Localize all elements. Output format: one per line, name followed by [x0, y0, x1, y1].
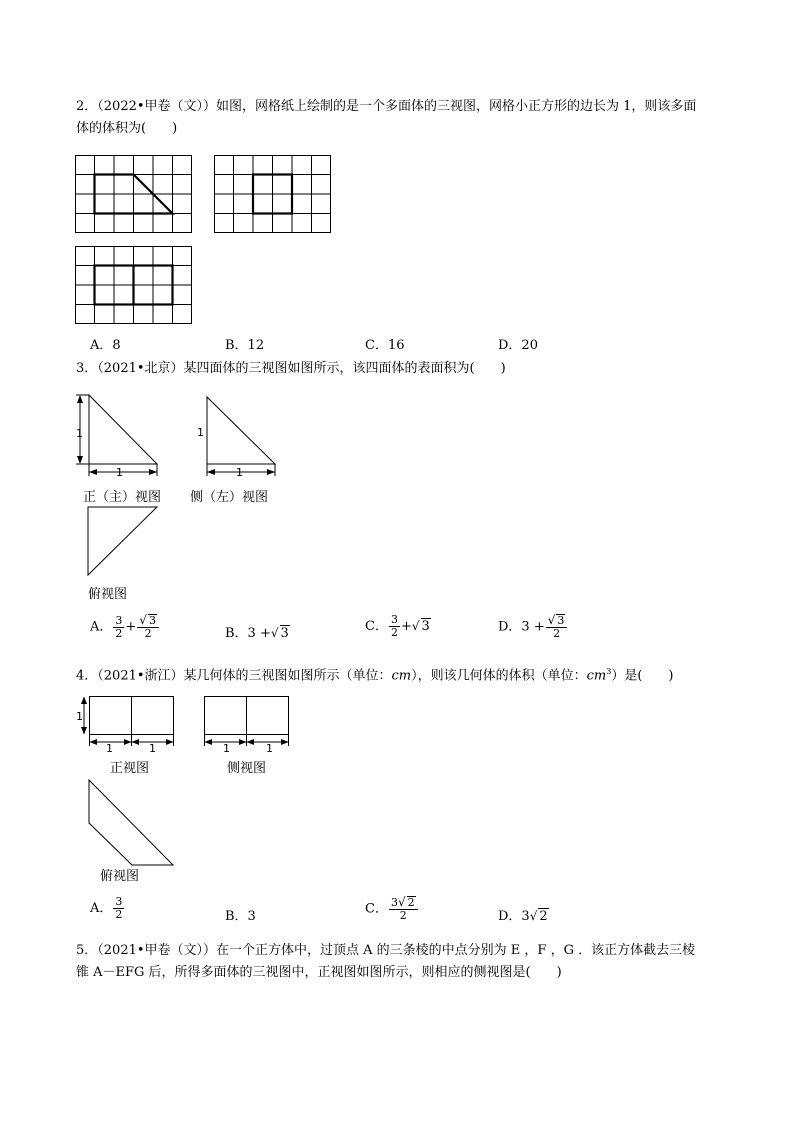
q3-side-view: [198, 392, 288, 477]
q4-d-radicand: 2: [539, 909, 548, 924]
q3-option-a-frac2: $\frac{√ 3}{2}$: [137, 614, 159, 640]
q3-a-den1: 2: [115, 626, 123, 640]
q3-side-view-label: 侧（左）视图: [190, 490, 269, 505]
q3-c-den: 2: [390, 626, 398, 639]
q4-c-radicand: 2: [407, 896, 415, 909]
q4-front-view-label: 正视图: [110, 761, 150, 776]
question-4-text: [76, 661, 674, 687]
q4-front-view: [74, 694, 178, 756]
q4-unit2: cm: [586, 668, 607, 684]
q4-front-height-label: 1: [76, 710, 83, 723]
q3-a-radicand: 3: [148, 614, 156, 627]
question-2-text: [76, 96, 736, 140]
q4-side-view-label: 侧视图: [227, 761, 267, 776]
q3-front-height-label: 1: [76, 427, 83, 440]
q3-d-den: 2: [553, 627, 561, 640]
q4-side-width-label-1: 1: [223, 742, 230, 755]
question-3-text: 3．（2021•北京）某四面体的三视图如图所示，该四面体的表面积为( ): [76, 361, 506, 376]
q3-d-prefix: D．3 +: [498, 619, 545, 635]
q3-c-prefix: C．: [365, 619, 388, 634]
q4-d-prefix: D．3: [498, 909, 530, 924]
q3-option-d[interactable]: [498, 614, 568, 640]
question-5-line1: 5．（2021•甲卷（文））在一个正方体中，过顶点 A 的三条棱的中点分别为 E ，F ，G ．该正方体截去三棱: [76, 943, 696, 958]
q3-option-b[interactable]: B．3 +√ 3: [225, 626, 289, 641]
question-2-line1: 2．（2022•甲卷（文））如图，网格纸上绘制的是一个多面体的三视图，网格小正方形的边长为 1，则该多面: [76, 99, 697, 114]
q4-c-den: 2: [399, 909, 407, 922]
q4-text-post: ）是( ): [611, 668, 674, 684]
q2-option-a[interactable]: A．8: [90, 338, 121, 353]
q3-a-den2: 2: [144, 627, 152, 640]
q4-top-view: [84, 779, 179, 869]
q4-front-width-label-1: 1: [106, 742, 113, 755]
q3-top-view-label: 俯视图: [88, 587, 128, 602]
q2-side-view-grid: [214, 155, 331, 233]
q3-option-c-frac: [389, 614, 400, 639]
q3-top-view: [84, 505, 164, 580]
q4-a-den: 2: [115, 908, 123, 921]
q4-text-pre: 4．（2021•浙江）某几何体的三视图如图所示（单位：: [76, 668, 392, 684]
q4-c-prefix: C．: [365, 901, 388, 917]
q3-option-d-frac: $\frac{√ 3}{2}$: [546, 614, 568, 640]
q3-a-num1: 3: [115, 613, 123, 627]
q3-b-prefix: B．3 +: [225, 626, 271, 641]
q3-front-view: [70, 392, 170, 477]
q2-option-b[interactable]: B．12: [225, 338, 265, 353]
q3-side-width-label: 1: [236, 466, 243, 479]
q4-side-view: [198, 694, 298, 756]
q2-option-c[interactable]: C．16: [365, 338, 405, 353]
q4-option-c-frac: $\frac{3√ 2}{2}$: [389, 896, 418, 922]
q3-a-plus: +: [125, 619, 137, 635]
q4-unit: cm: [391, 668, 412, 684]
q2-front-view-grid: [75, 155, 192, 233]
q4-top-view-label: 俯视图: [100, 869, 140, 884]
q3-front-width-label: 1: [116, 466, 123, 479]
q4-a-prefix: A．: [90, 901, 113, 916]
q3-b-radicand: 3: [280, 626, 289, 641]
question-5-text: [76, 940, 736, 984]
q4-c-coef: 3: [390, 896, 398, 909]
q4-unit-exponent: 3: [606, 667, 612, 676]
q3-c-num: 3: [390, 613, 398, 626]
q4-option-a-frac: [113, 896, 124, 921]
q3-d-radicand: 3: [557, 614, 565, 627]
q3-c-plus: +: [400, 619, 412, 634]
q4-option-a[interactable]: [90, 896, 125, 921]
q2-option-d[interactable]: D．20: [498, 338, 538, 353]
q3-option-a-frac1: [113, 615, 124, 640]
q4-option-d[interactable]: D．3√ 2: [498, 909, 548, 924]
q4-option-b[interactable]: B．3: [225, 909, 256, 924]
q3-c-radicand: 3: [421, 619, 430, 634]
q3-option-a-prefix: A．: [90, 619, 113, 635]
q4-option-c[interactable]: [365, 896, 419, 922]
q4-text-mid: ），则该几何体的体积（单位：: [411, 668, 587, 684]
q4-side-width-label-2: 1: [266, 742, 273, 755]
q4-a-num: 3: [115, 895, 123, 908]
question-5-line2: 锥 A－EFG 后，所得多面体的三视图中，正视图如图所示，则相应的侧视图是( ): [76, 965, 562, 980]
q3-option-a[interactable]: [90, 614, 160, 640]
q3-option-c[interactable]: C． $\frac{3}{2}$ +√ 3: [365, 613, 430, 639]
q3-side-height-label: 1: [197, 426, 204, 439]
q4-front-width-label-2: 1: [149, 742, 156, 755]
q2-top-view-grid: [75, 246, 192, 324]
q3-front-view-label: 正（主）视图: [83, 490, 162, 505]
question-2-line2: 体的体积为( ): [76, 121, 178, 136]
